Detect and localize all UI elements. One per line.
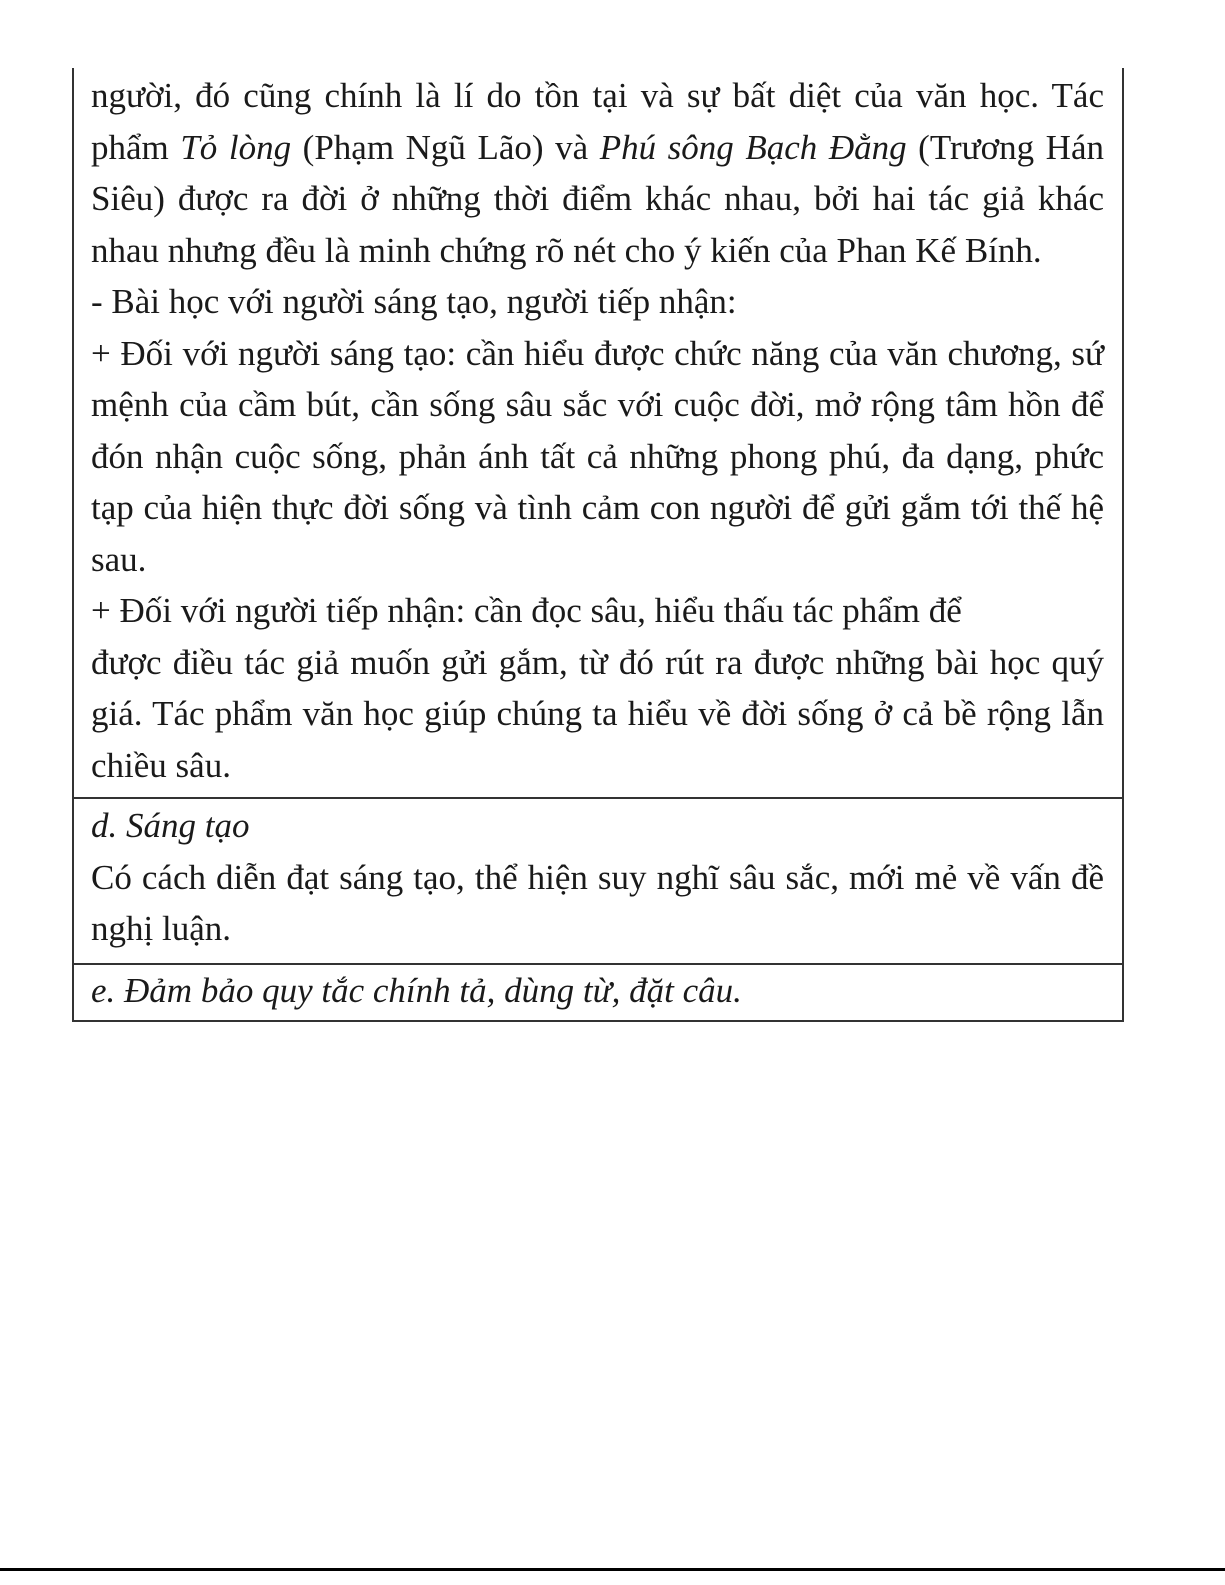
paragraph-lesson-heading: - Bài học với người sáng tạo, người tiếp nhận: xyxy=(91,282,737,321)
paragraph-for-receivers-line1: + Đối với người tiếp nhận: cần đọc sâu, hiểu thấu tác phẩm để xyxy=(91,591,962,630)
work-title-phu-song-bach-dang: Phú sông Bạch Đằng xyxy=(599,127,907,167)
paragraph-evidence xyxy=(91,70,1104,276)
rubric-cell-creativity xyxy=(74,797,1122,963)
rubric-table xyxy=(72,68,1124,1022)
paragraph-for-creators: + Đối với người sáng tạo: cần hiểu được chức năng của văn chương, sứ mệnh của cầm bút, cần sống sâu sắc với cuộc đời, mở rộng tâm hồn để đón nhận cuộc sống, phản ánh tất cả những phong phú, đa dạng, phức tạp của hiện thực đời sống và tình cảm con người để gửi gắm tới thế hệ sau. xyxy=(91,333,1104,579)
rubric-cell-spelling xyxy=(74,963,1122,1021)
creativity-heading: d. Sáng tạo xyxy=(91,806,250,845)
text-span: người, đó cũng chính là lí do tồn tại và sự bất diệt của văn học. Tác phẩm xyxy=(91,76,1104,167)
page-bottom-rule xyxy=(0,1568,1225,1571)
text-span: (Phạm Ngũ Lão) và xyxy=(291,127,600,167)
work-title-to-long: Tỏ lòng xyxy=(180,127,292,167)
spelling-heading: e. Đảm bảo quy tắc chính tả, dùng từ, đặt câu. xyxy=(91,970,742,1010)
paragraph-for-receivers-rest: được điều tác giả muốn gửi gắm, từ đó rút ra được những bài học quý giá. Tác phẩm văn học giúp chúng ta hiểu về đời sống ở cả bề rộng lẫn chiều sâu. xyxy=(91,642,1104,785)
rubric-cell-content xyxy=(74,68,1122,797)
creativity-body: Có cách diễn đạt sáng tạo, thể hiện suy nghĩ sâu sắc, mới mẻ về vấn đề nghị luận. xyxy=(91,857,1104,948)
text-span: (Trương Hán Siêu) được ra đời ở những thời điểm khác nhau, bởi hai tác giả khác nhau nhưng đều là minh chứng rõ nét cho ý kiến của Phan Kế Bính. xyxy=(91,127,1104,270)
